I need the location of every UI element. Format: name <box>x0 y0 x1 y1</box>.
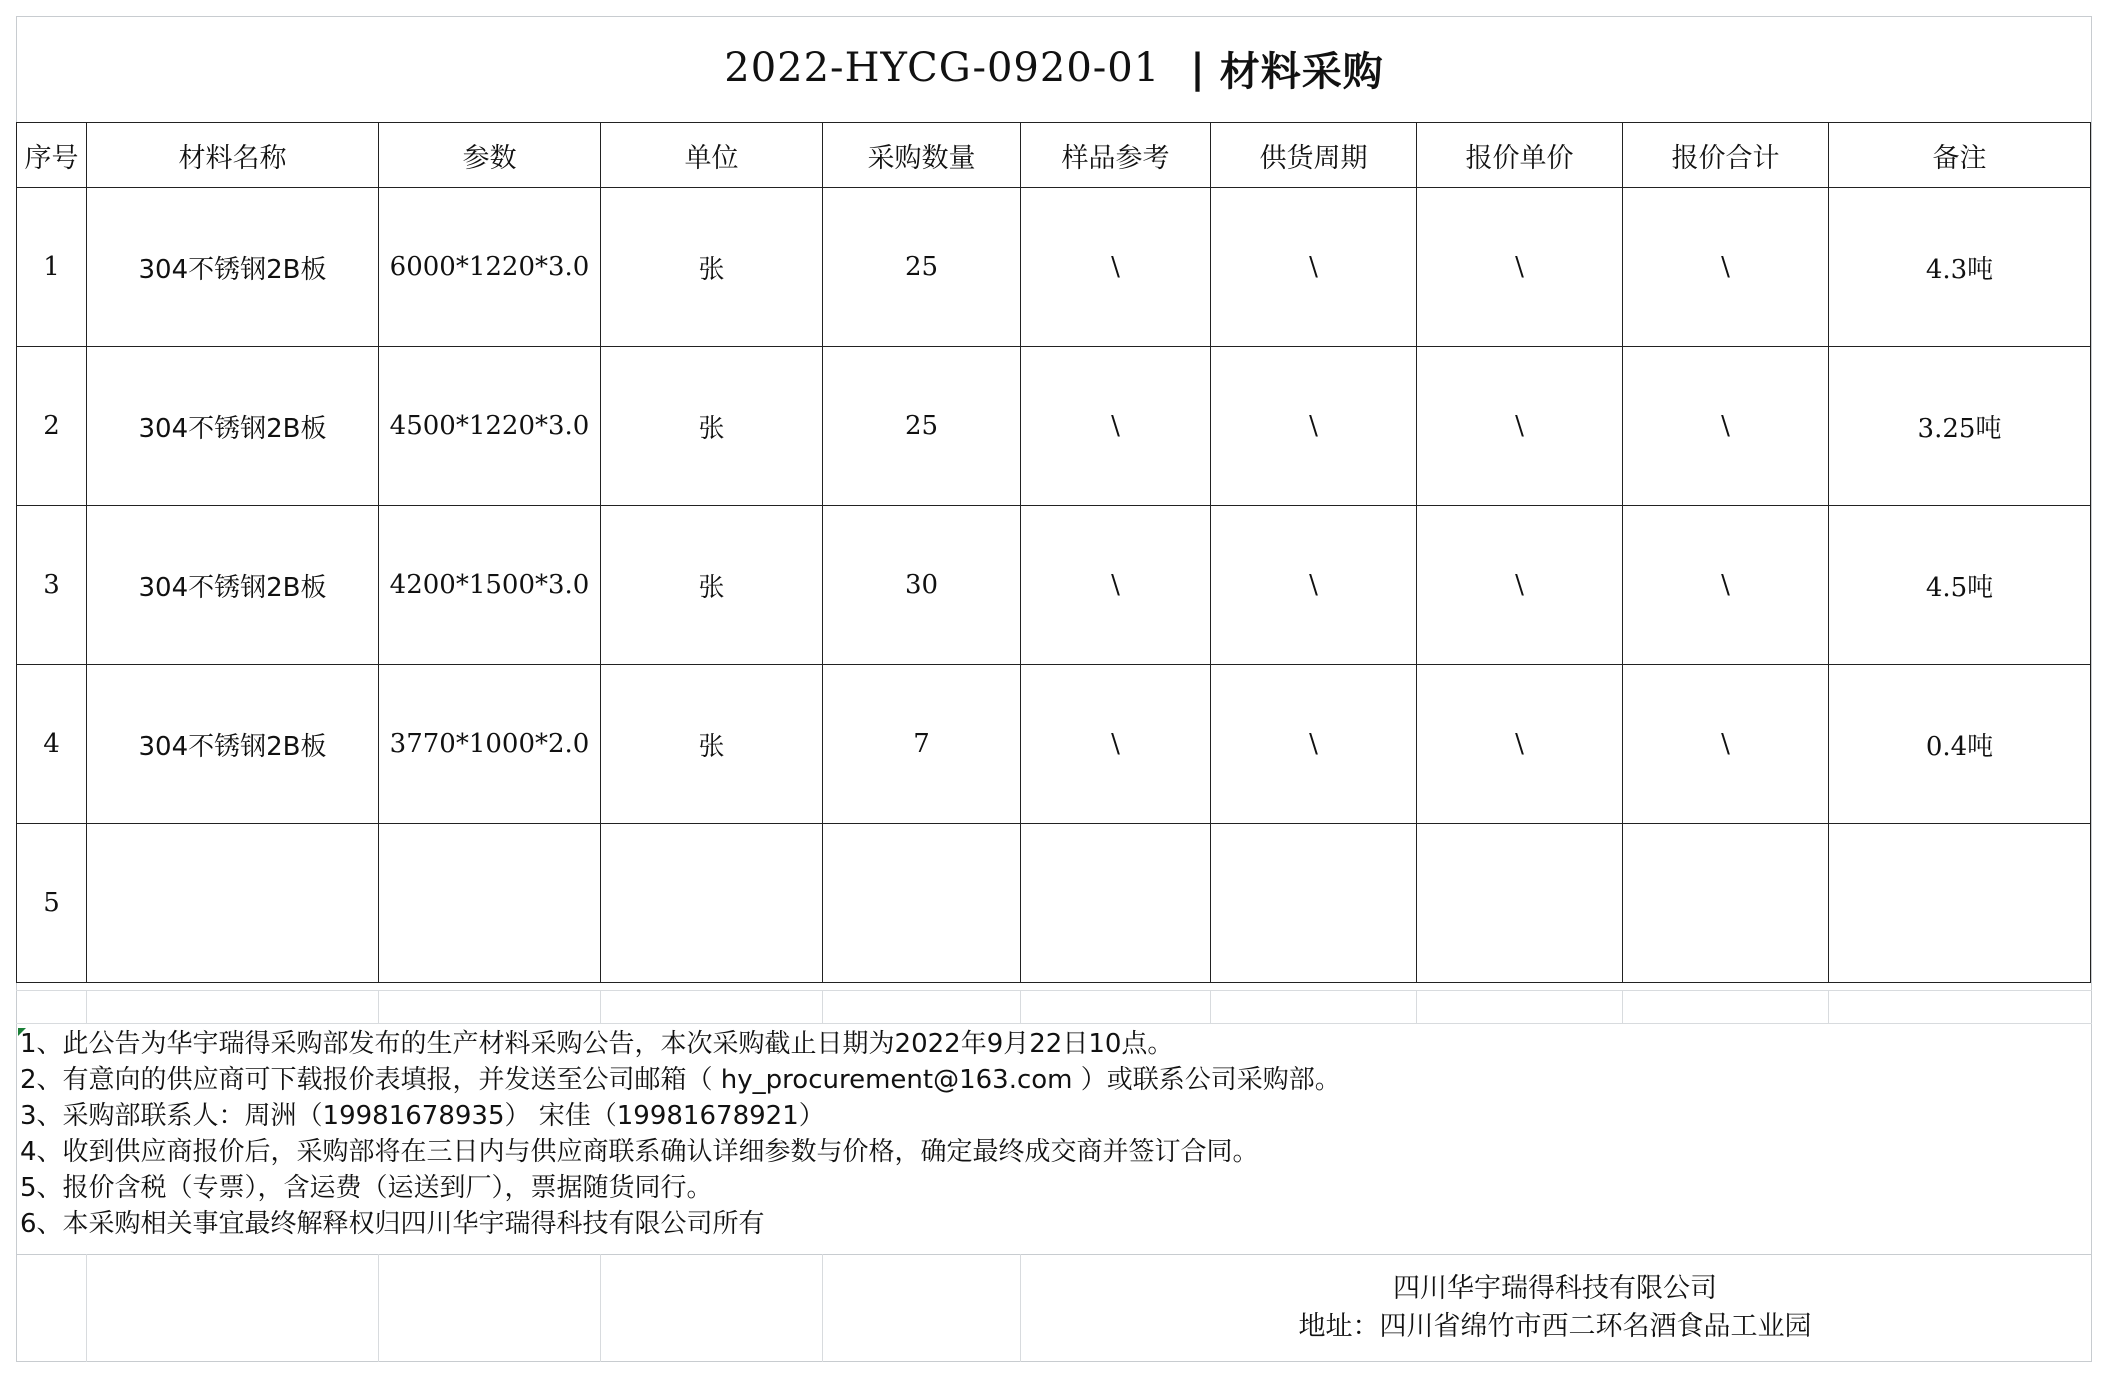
empty-spacer-row <box>16 990 2092 1024</box>
company-name: 四川华宇瑞得科技有限公司 <box>1393 1273 1717 1304</box>
table-cell[interactable]: 0.4吨 <box>1829 665 2091 824</box>
note-line: 6、本采购相关事宜最终解释权归四川华宇瑞得科技有限公司所有 <box>20 1209 765 1239</box>
table-cell[interactable]: 25 <box>823 347 1021 506</box>
gridline <box>1416 990 1417 1024</box>
table-cell[interactable]: 张 <box>601 506 823 665</box>
table-cell[interactable] <box>1211 824 1417 983</box>
table-cell[interactable]: \ <box>1211 347 1417 506</box>
table-cell[interactable]: 4.5吨 <box>1829 506 2091 665</box>
table-cell[interactable]: 1 <box>17 188 87 347</box>
gridline <box>378 990 379 1024</box>
table-cell[interactable] <box>379 824 601 983</box>
table-cell[interactable] <box>87 824 379 983</box>
table-cell[interactable]: 3770*1000*2.0 <box>379 665 601 824</box>
table-cell[interactable]: \ <box>1211 506 1417 665</box>
gridline <box>822 1254 823 1362</box>
table-cell[interactable]: \ <box>1417 347 1623 506</box>
gridline <box>378 1254 379 1362</box>
note-line: 2、有意向的供应商可下载报价表填报，并发送至公司邮箱（ hy_procurement@163.com ）或联系公司采购部。 <box>20 1065 1341 1095</box>
table-cell[interactable]: 3 <box>17 506 87 665</box>
header-row <box>17 123 2091 188</box>
note-line: 4、收到供应商报价后，采购部将在三日内与供应商联系确认详细参数与价格，确定最终成交商并签订合同。 <box>20 1137 1259 1167</box>
table-cell[interactable]: \ <box>1211 665 1417 824</box>
page-title <box>16 16 2092 120</box>
table-cell[interactable]: 30 <box>823 506 1021 665</box>
table-cell[interactable]: 2 <box>17 347 87 506</box>
table-cell[interactable]: \ <box>1623 665 1829 824</box>
header-cell[interactable]: 报价单价 <box>1417 123 1623 188</box>
table-cell[interactable] <box>601 824 823 983</box>
table-cell[interactable]: \ <box>1021 347 1211 506</box>
table-cell[interactable]: 4.3吨 <box>1829 188 2091 347</box>
table-cell[interactable]: 3.25吨 <box>1829 347 2091 506</box>
table-cell[interactable]: 4 <box>17 665 87 824</box>
gridline <box>86 990 87 1024</box>
divider <box>16 1254 2092 1255</box>
table-cell[interactable]: 304不锈钢2B板 <box>87 188 379 347</box>
table-cell[interactable]: \ <box>1417 506 1623 665</box>
gridline <box>600 990 601 1024</box>
table-cell[interactable]: 5 <box>17 824 87 983</box>
header-cell[interactable]: 报价合计 <box>1623 123 1829 188</box>
title-separator: | <box>1190 44 1206 92</box>
header-cell[interactable]: 备注 <box>1829 123 2091 188</box>
table-row <box>17 824 2091 983</box>
table-cell[interactable]: \ <box>1623 347 1829 506</box>
gridline <box>822 990 823 1024</box>
gridline <box>1622 990 1623 1024</box>
table-cell[interactable]: \ <box>1623 188 1829 347</box>
gridline <box>1828 990 1829 1024</box>
header-cell[interactable]: 参数 <box>379 123 601 188</box>
header-cell[interactable]: 序号 <box>17 123 87 188</box>
table-cell[interactable] <box>823 824 1021 983</box>
table-cell[interactable] <box>1829 824 2091 983</box>
header-cell[interactable]: 样品参考 <box>1021 123 1211 188</box>
table-cell[interactable]: 304不锈钢2B板 <box>87 347 379 506</box>
table-cell[interactable] <box>1623 824 1829 983</box>
table-cell[interactable]: 4200*1500*3.0 <box>379 506 601 665</box>
table-cell[interactable]: 张 <box>601 188 823 347</box>
table-cell[interactable]: \ <box>1021 506 1211 665</box>
gridline <box>1210 990 1211 1024</box>
table-cell[interactable]: 6000*1220*3.0 <box>379 188 601 347</box>
table-cell[interactable]: 304不锈钢2B板 <box>87 506 379 665</box>
table-row <box>17 506 2091 665</box>
header-cell[interactable]: 材料名称 <box>87 123 379 188</box>
note-line: 1、此公告为华宇瑞得采购部发布的生产材料采购公告，本次采购截止日期为2022年9月22日10点。 <box>20 1029 1174 1059</box>
header-cell[interactable]: 采购数量 <box>823 123 1021 188</box>
table-cell[interactable]: \ <box>1021 665 1211 824</box>
table-cell[interactable]: \ <box>1417 188 1623 347</box>
table-cell[interactable]: 7 <box>823 665 1021 824</box>
notes-block[interactable] <box>20 1026 2080 1242</box>
table-cell[interactable]: 张 <box>601 347 823 506</box>
gridline <box>86 1254 87 1362</box>
note-line: 3、采购部联系人：周洲（19981678935） 宋佳（19981678921） <box>20 1101 825 1131</box>
table-cell[interactable]: \ <box>1623 506 1829 665</box>
table-cell[interactable] <box>1021 824 1211 983</box>
comment-indicator-icon <box>18 1028 26 1036</box>
header-cell[interactable]: 供货周期 <box>1211 123 1417 188</box>
header-cell[interactable]: 单位 <box>601 123 823 188</box>
table-cell[interactable]: 张 <box>601 665 823 824</box>
table-cell[interactable]: 304不锈钢2B板 <box>87 665 379 824</box>
table-row <box>17 347 2091 506</box>
procurement-table <box>16 122 2091 983</box>
title-code: 2022-HYCG-0920-01 <box>724 45 1161 91</box>
title-subject: 材料采购 <box>1219 48 1384 95</box>
table-row <box>17 665 2091 824</box>
table-row <box>17 188 2091 347</box>
company-address: 地址：四川省绵竹市西二环名酒食品工业园 <box>1298 1311 1812 1342</box>
company-info[interactable] <box>1020 1270 2090 1346</box>
note-line: 5、报价含税（专票），含运费（运送到厂），票据随货同行。 <box>20 1173 713 1203</box>
table-cell[interactable]: \ <box>1211 188 1417 347</box>
table-cell[interactable] <box>1417 824 1623 983</box>
table-cell[interactable]: \ <box>1021 188 1211 347</box>
table-cell[interactable]: \ <box>1417 665 1623 824</box>
table-cell[interactable]: 4500*1220*3.0 <box>379 347 601 506</box>
gridline <box>600 1254 601 1362</box>
gridline <box>1020 990 1021 1024</box>
table-cell[interactable]: 25 <box>823 188 1021 347</box>
